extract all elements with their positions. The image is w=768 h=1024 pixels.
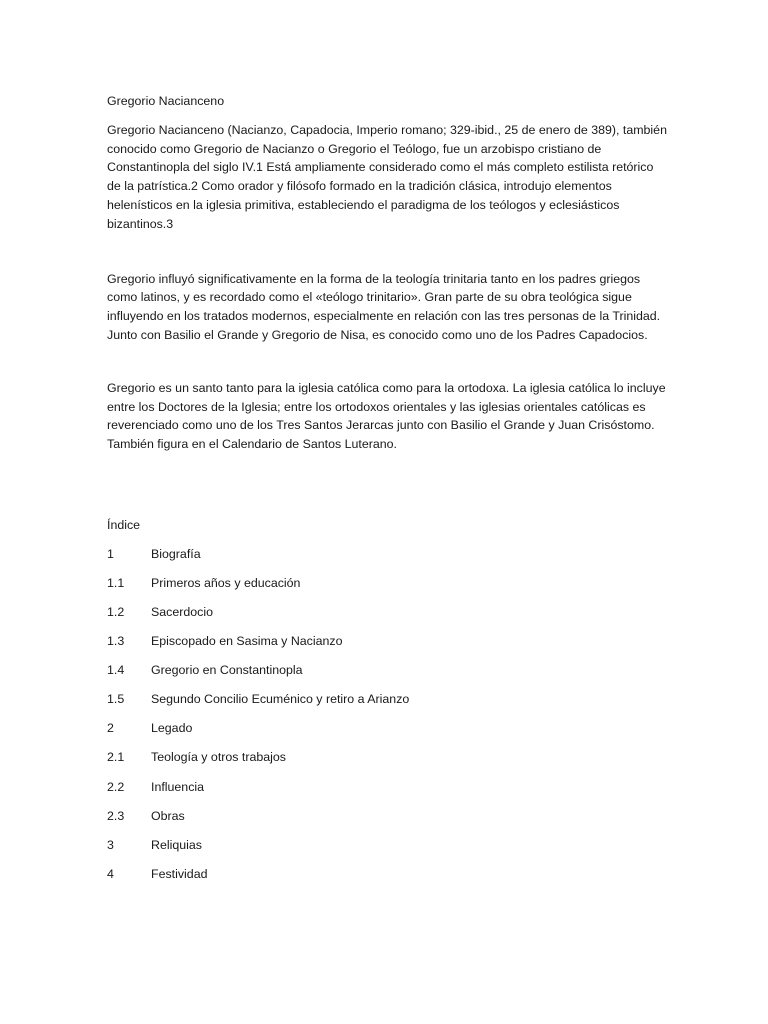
toc-item-reliquias [107, 836, 667, 865]
toc-item-primeros-anos [107, 574, 667, 603]
toc-item-episcopado [107, 632, 667, 661]
toc-item-teologia [107, 748, 667, 777]
paragraph-theology: Gregorio influyó significativamente en la forma de la teología trinitaria tanto en los padres griegos como latinos, y es recordado como el «teólogo trinitario». Gran parte de su obra teológica sigue influyendo en los tratados modernos, especialmente en relación con las tres personas de la Trinidad. Junto con Basilio el Grande y Gregorio de Nisa, es conocido como uno de los Padres Capadocios. [107, 271, 661, 342]
document-title: Gregorio Nacianceno [107, 94, 225, 108]
table-of-contents [107, 545, 667, 894]
toc-label: Primeros años y educación [151, 575, 301, 590]
toc-number: 1.3 [107, 634, 125, 649]
toc-label: Gregorio en Constantinopla [151, 663, 303, 678]
paragraph-spacer [107, 345, 667, 379]
toc-label: Obras [151, 808, 185, 823]
toc-item-obras [107, 807, 667, 836]
paragraph-intro: Gregorio Nacianceno (Nacianzo, Capadocia, Imperio romano; 329-ibid., 25 de enero de 389), también conocido como Gregorio de Nacianzo o Gregorio el Teólogo, fue un arzobispo cristiano de Constantinopla del siglo IV.1 Está ampliamente considerado como el más completo estilista retórico de la patrística.2 Como orador y filósofo formado en la tradición clásica, introdujo elementos helenísticos en la iglesia primitiva, estableciendo el paradigma de los teólogos y eclesiásticos bizantinos.3 [107, 122, 667, 231]
toc-item-festividad [107, 865, 667, 894]
toc-label: Sacerdocio [151, 604, 213, 619]
toc-label: Segundo Concilio Ecuménico y retiro a Arianzo [151, 692, 410, 707]
toc-number: 2.1 [107, 750, 125, 765]
index-heading: Índice [107, 517, 141, 532]
paragraph-spacer [107, 454, 667, 516]
toc-number: 1.5 [107, 692, 125, 707]
toc-number: 4 [107, 866, 114, 881]
toc-number: 2 [107, 721, 114, 736]
toc-item-legado [107, 719, 667, 748]
toc-label: Biografía [151, 546, 201, 561]
toc-label: Teología y otros trabajos [151, 750, 286, 765]
toc-item-constantinopla [107, 661, 667, 690]
toc-item-influencia [107, 778, 667, 807]
toc-label: Legado [151, 721, 193, 736]
toc-label: Festividad [151, 866, 208, 881]
toc-label: Reliquias [151, 837, 202, 852]
toc-number: 2.2 [107, 779, 125, 794]
toc-label: Influencia [151, 779, 205, 794]
toc-number: 3 [107, 837, 114, 852]
toc-number: 1 [107, 546, 114, 561]
document-page [107, 92, 667, 894]
toc-number: 1.1 [107, 575, 125, 590]
toc-number: 1.4 [107, 663, 125, 678]
toc-label: Episcopado en Sasima y Nacianzo [151, 634, 343, 649]
toc-number: 2.3 [107, 808, 125, 823]
toc-number: 1.2 [107, 604, 125, 619]
toc-item-sacerdocio [107, 603, 667, 632]
paragraph-spacer [107, 234, 667, 270]
toc-item-concilio [107, 690, 667, 719]
toc-item-biografia [107, 545, 667, 574]
paragraph-sainthood: Gregorio es un santo tanto para la iglesia católica como para la ortodoxa. La iglesia católica lo incluye entre los Doctores de la Iglesia; entre los ortodoxos orientales y las iglesias orientales católicas es reverenciado como uno de los Tres Santos Jerarcas junto con Basilio el Grande y Juan Crisóstomo. También figura en el Calendario de Santos Luterano. [107, 380, 666, 452]
